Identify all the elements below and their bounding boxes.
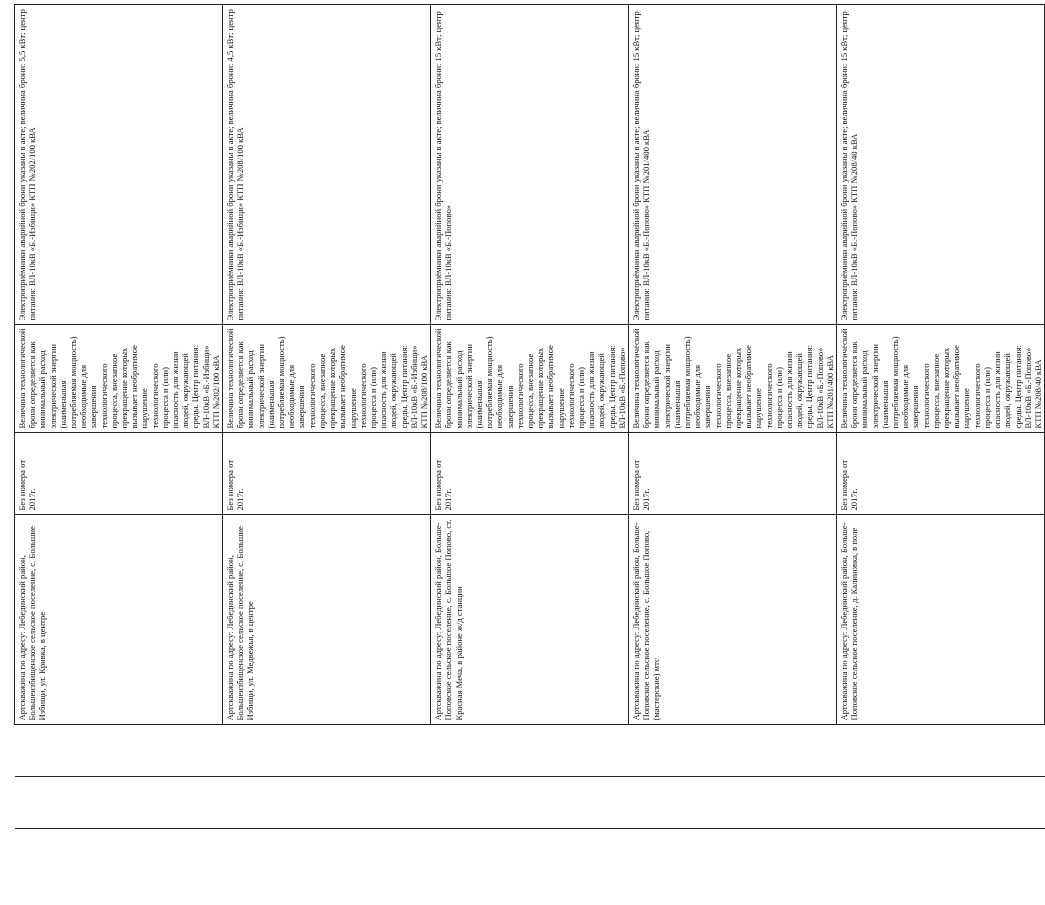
blank-cell xyxy=(15,725,223,777)
tech-reserve-cell: Величина технологической брони определяется как минимальный расход электрической энергии (наименьшая потребляемая мощность) необходимые для завершения технологического процесса, внезапное прекращение которых вызывает необратимое нарушение технологического процесса и (или) опасность для жизни людей, окружающей среды. Центр питания: ВЛ-10кВ «Б.-Попово» КТП №201/400 кВА xyxy=(628,325,836,433)
tech-reserve-cell: Величина технологической брони определяется как минимальный расход электрической энергии (наименьшая потребляемая мощность) необходимые для завершения технологического процесса, внезапное прекращение которых вызывает необратимое нарушение технологического процесса и (или) опасность для жизни людей, окружающей среды. Центр питания: ВЛ-10кВ «Б.-Избищи» КТП №208/100 кВА xyxy=(223,325,431,433)
act-number-cell: Без номера от 2017г. xyxy=(431,433,629,515)
tech-reserve-cell: Величина технологической брони определяется как минимальный расход электрической энергии (наименьшая потребляемая мощность) необходимые для завершения технологического процесса, внезапное прекращение которых вызывает необратимое нарушение технологического процесса и (или) опасность для жизни людей, окружающей среды. Центр питания: ВЛ-10кВ «Б.-Избищи» КТП №202/100 кВА xyxy=(15,325,223,433)
blank-cell xyxy=(628,829,836,885)
blank-cell xyxy=(837,725,1045,777)
emergency-reserve-cell: Электроприёмники аварийной брони указаны в акте; величина брони: 15 кВт; центр питания: ВЛ-10кВ «Б.-Попово» xyxy=(431,5,629,325)
blank-cell xyxy=(431,829,629,885)
object-cell: Артскважина по адресу: Лебединский район, Большe-Поповское сельское поселение, с. Большое Попово, ст. Красная Меча, в районе ж/д станции xyxy=(431,515,629,725)
tech-reserve-cell: Величина технологической брони определяется как минимальный расход электрической энергии (наименьшая потребляемая мощность) необходимые для завершения технологического процесса, внезапное прекращение которых вызывает необратимое нарушение технологического процесса и (или) опасность для жизни людей, окружающей среды. Центр питания: ВЛ-10кВ «Б.-Попово» КТП №208/40 кВА xyxy=(837,325,1045,433)
blank-cell xyxy=(15,829,223,885)
act-number-cell: Без номера от 2017г. xyxy=(837,433,1045,515)
object-cell: Артскважина по адресу: Лебединский район, Большеизбищенское сельское поселение, с. Большие Избищи, ул. Кривка, в центре xyxy=(15,515,223,725)
blank-cell xyxy=(431,777,629,829)
blank-cell xyxy=(628,725,836,777)
blank-cell xyxy=(223,829,431,885)
tech-reserve-cell: Величина технологической брони определяется как минимальный расход электрической энергии (наименьшая потребляемая мощность) необходимые для завершения технологического процесса, внезапное прекращение которых вызывает необратимое нарушение технологического процесса и (или) опасность для жизни людей, окружающей среды. Центр питания: ВЛ-10кВ «Б.-Попово» xyxy=(431,325,629,433)
table-row xyxy=(431,5,629,885)
blank-cell xyxy=(628,777,836,829)
act-number-cell: Без номера от 2017г. xyxy=(223,433,431,515)
table-row xyxy=(223,5,431,885)
emergency-reserve-cell: Электроприёмники аварийной брони указаны в акте; величина брони: 4,5 кВт; центр питания: ВЛ-10кВ «Б.-Избищи» КТП №208/100 кВА xyxy=(223,5,431,325)
table-row xyxy=(837,5,1045,885)
blank-cell xyxy=(431,725,629,777)
blank-cell xyxy=(223,777,431,829)
emergency-reserve-cell: Электроприёмники аварийной брони указаны в акте; величина брони: 5,5 кВт; центр питания: ВЛ-10кВ «Б.-Избищи» КТП №202/100 кВА xyxy=(15,5,223,325)
emergency-reserve-cell: Электроприёмники аварийной брони указаны в акте; величина брони: 15 кВт; центр питания: ВЛ-10кВ «Б.-Попово» КТП №208/40 кВА xyxy=(837,5,1045,325)
table-row xyxy=(15,5,223,885)
object-cell: Артскважина по адресу: Лебединский район, Большеизбищенское сельское поселение, с. Большие Избищи, ул. Медвежья, в центре xyxy=(223,515,431,725)
object-cell: Артскважина по адресу: Лебединский район, Больше-Поповское сельское поселение, д. Калиновка, в поле xyxy=(837,515,1045,725)
act-number-cell: Без номера от 2017г. xyxy=(628,433,836,515)
table-row xyxy=(628,5,836,885)
blank-cell xyxy=(15,777,223,829)
act-number-cell: Без номера от 2017г. xyxy=(15,433,223,515)
object-cell: Артскважина по адресу: Лебединский район, Больше-Поповское сельское поселение, с. Большое Попово, (мастерские) мтс xyxy=(628,515,836,725)
blank-cell xyxy=(837,777,1045,829)
blank-cell xyxy=(837,829,1045,885)
reservation-table xyxy=(14,5,1045,886)
blank-cell xyxy=(223,725,431,777)
emergency-reserve-cell: Электроприёмники аварийной брони указаны в акте; величина брони: 15 кВт; центр питания: ВЛ-10кВ «Б.-Попово» КТП №201/400 кВА xyxy=(628,5,836,325)
